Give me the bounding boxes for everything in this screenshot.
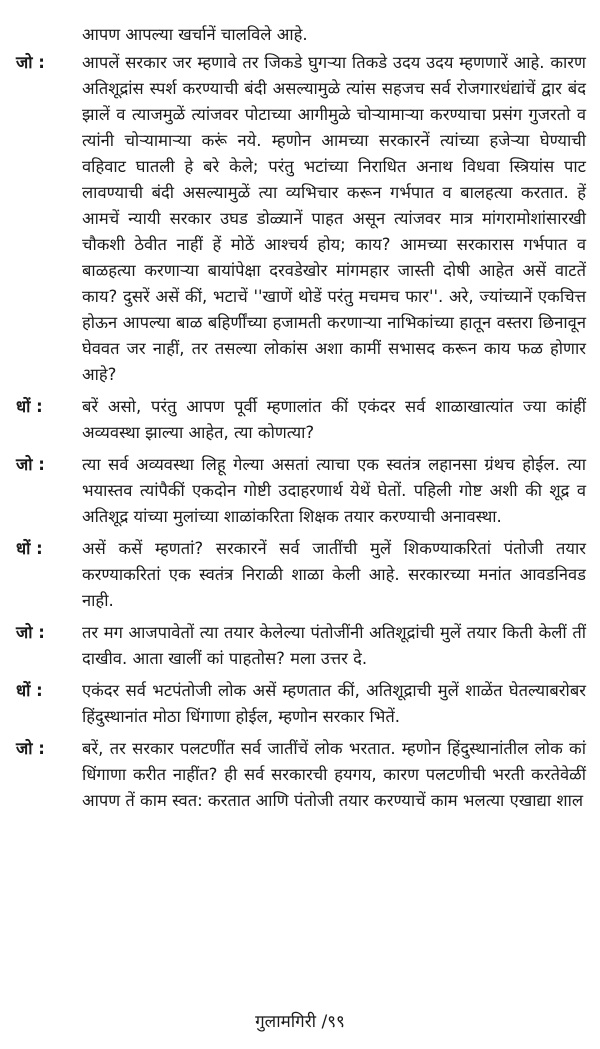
speaker-label: धों : bbox=[16, 539, 43, 558]
page-footer: गुलामगिरी /९९ bbox=[255, 1012, 345, 1032]
dialogue-entry bbox=[16, 452, 586, 530]
speech-text: एकंदर सर्व भटपंतोजी लोक असें म्हणतात कीं, अतिशूद्राची मुलें शाळेंत घेतल्याबरोबर हिंदुस्थानांत मोठा धिंगाणा होईल, म्हणोन सरकार भितें. bbox=[82, 681, 586, 726]
dialogue-entry bbox=[16, 394, 586, 446]
speech-text: बरें, तर सरकार पलटणींत सर्व जातींचें लोक भरतात. म्हणोन हिंदुस्थानांतील लोक कां धिंगाणा करीत नाहींत? ही सर्व सरकारची हयगय, कारण पलटणीची भरती करतेवेळीं आपण तें काम स्वत: करतात आणि पंतोजी तयार करण्याचें काम भलत्या एखाद्या शाल bbox=[82, 739, 586, 810]
speaker-label: धों : bbox=[16, 681, 43, 700]
dialogue bbox=[16, 50, 586, 814]
speech-text: त्या सर्व अव्यवस्था लिहू गेल्या असतां त्याचा एक स्वतंत्र लहानसा ग्रंथच होईल. त्या भयास्तव त्यांपैकीं एकदोन गोष्टी उदाहरणार्थ येथें घेतों. पहिली गोष्ट अशी की शूद्र व अतिशूद्र यांच्या मुलांच्या शाळांकरिता शिक्षक तयार करण्याची अनावस्था. bbox=[82, 455, 586, 526]
dialogue-entry bbox=[16, 50, 586, 388]
speech-text: असें कसें म्हणतां? सरकारनें सर्व जातींची मुलें शिकण्याकरितां पंतोजी तयार करण्याकरितां एक स्वतंत्र निराळी शाळा केली आहे. सरकारच्या मनांत आवडनिवड नाही. bbox=[82, 539, 586, 610]
speech-text: तर मग आजपावेतों त्या तयार केलेल्या पंतोजींनी अतिशूद्रांची मुलें तयार किती केलीं तीं दाखीव. आता खालीं कां पाहतोस? मला उत्तर दे. bbox=[82, 623, 586, 668]
intro-line: आपण आपल्या खर्चानें चालविले आहे. bbox=[82, 25, 308, 44]
speaker-label: जो : bbox=[16, 53, 45, 72]
speech-text: बरें असो, परंतु आपण पूर्वी म्हणालांत कीं एकंदर सर्व शाळाखात्यांत ज्या कांहीं अव्यवस्था झाल्या आहेत, त्या कोणत्या? bbox=[82, 397, 586, 442]
dialogue-entry bbox=[16, 536, 586, 614]
speaker-label: जो : bbox=[16, 455, 45, 474]
speaker-label: जो : bbox=[16, 623, 45, 642]
speaker-label: धों : bbox=[16, 397, 43, 416]
dialogue-entry bbox=[16, 678, 586, 730]
dialogue-entry bbox=[16, 736, 586, 814]
dialogue-entry bbox=[16, 620, 586, 672]
speech-text: आपलें सरकार जर म्हणावे तर जिकडे घुगऱ्या तिकडे उदय उदय म्हणणारें आहे. कारण अतिशूद्रांस स्पर्श करण्याची बंदी असल्यामुळे त्यांस सहजच सर्व रोजगारधंद्यांचें द्वार बंद झालें व त्याजमुळें त्यांजवर पोटाच्या आगीमुळे चोऱ्यामाऱ्या करण्याचा प्रसंग गुजरतो व त्यांनी चोऱ्यामाऱ्या करूं नये. म्हणोन आमच्या सरकारनें त्यांच्या हजेऱ्या घेण्याची वहिवाट घातली हे बरे केले; परंतु भटांच्या निराधित अनाथ विधवा स्त्रियांस पाट लावण्याची बंदी असल्यामुळें त्या व्यभिचार करून गर्भपात व बालहत्या करतात. हें आमचें न्यायी सरकार उघड डोळ्यानें पाहत असून त्यांजवर मात्र मांगरामोशांसारखी चौकशी ठेवीत नाहीं हें मोठें आश्चर्य होय; काय? आमच्या सरकारास गर्भपात व बाळहत्या करणाऱ्या बायांपेक्षा दरवडेखोर मांगमहार जास्ती दोषी आहेत असें वाटतें काय? दुसरें असें कीं, भटाचें ''खाणें थोडें परंतु मचमच फार''. अरे, ज्यांच्यानें एकचित्त होऊन आपल्या बाळ बहिर्णींच्या हजामती करणाऱ्या नाभिकांच्या हातून वस्तरा छिनावून घेववत जर नाहीं, तर तसल्या लोकांस अशा कामीं सभासद करून काय फळ होणार आहे? bbox=[82, 53, 586, 384]
speaker-label: जो : bbox=[16, 739, 45, 758]
